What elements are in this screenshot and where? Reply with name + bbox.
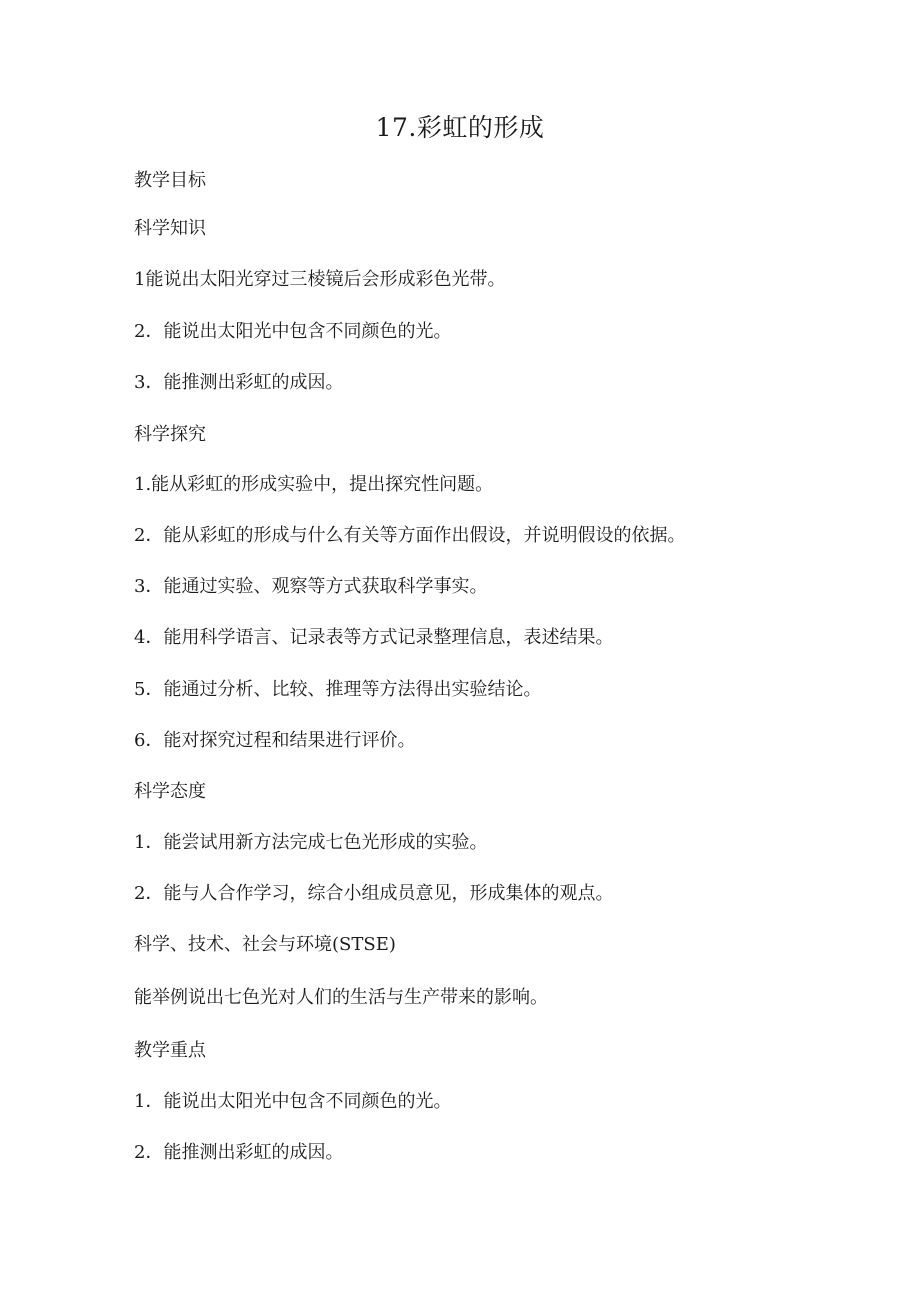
inquiry-item-5: 5．能通过分析、比较、推理等方法得出实验结论。: [134, 679, 542, 700]
inquiry-item-4: 4．能用科学语言、记录表等方式记录整理信息，表述结果。: [134, 627, 614, 648]
heading-science-inquiry: 科学探究: [134, 424, 206, 445]
stse-item: 能举例说出七色光对人们的生活与生产带来的影响。: [134, 987, 548, 1008]
attitude-item-1: 1．能尝试用新方法完成七色光形成的实验。: [134, 832, 488, 853]
inquiry-item-2: 2．能从彩虹的形成与什么有关等方面作出假设，并说明假设的依据。: [134, 525, 686, 546]
focus-item-2: 2．能推测出彩虹的成因。: [134, 1142, 344, 1163]
document-title: 17.彩虹的形成: [375, 113, 545, 142]
inquiry-item-3: 3．能通过实验、观察等方式获取科学事实。: [134, 576, 488, 597]
heading-teaching-goals: 教学目标: [134, 170, 206, 191]
inquiry-item-1: 1.能从彩虹的形成实验中，提出探究性问题。: [134, 474, 494, 495]
heading-teaching-focus: 教学重点: [134, 1040, 206, 1061]
attitude-item-2: 2．能与人合作学习，综合小组成员意见，形成集体的观点。: [134, 883, 614, 904]
heading-stse: 科学、技术、社会与环境(STSE): [134, 934, 396, 955]
heading-science-knowledge: 科学知识: [134, 218, 206, 239]
knowledge-item-2: 2．能说出太阳光中包含不同颜色的光。: [134, 321, 452, 342]
knowledge-item-1: 1能说出太阳光穿过三棱镜后会形成彩色光带。: [134, 269, 506, 290]
knowledge-item-3: 3．能推测出彩虹的成因。: [134, 372, 344, 393]
heading-science-attitude: 科学态度: [134, 781, 206, 802]
inquiry-item-6: 6．能对探究过程和结果进行评价。: [134, 730, 416, 751]
focus-item-1: 1．能说出太阳光中包含不同颜色的光。: [134, 1091, 452, 1112]
